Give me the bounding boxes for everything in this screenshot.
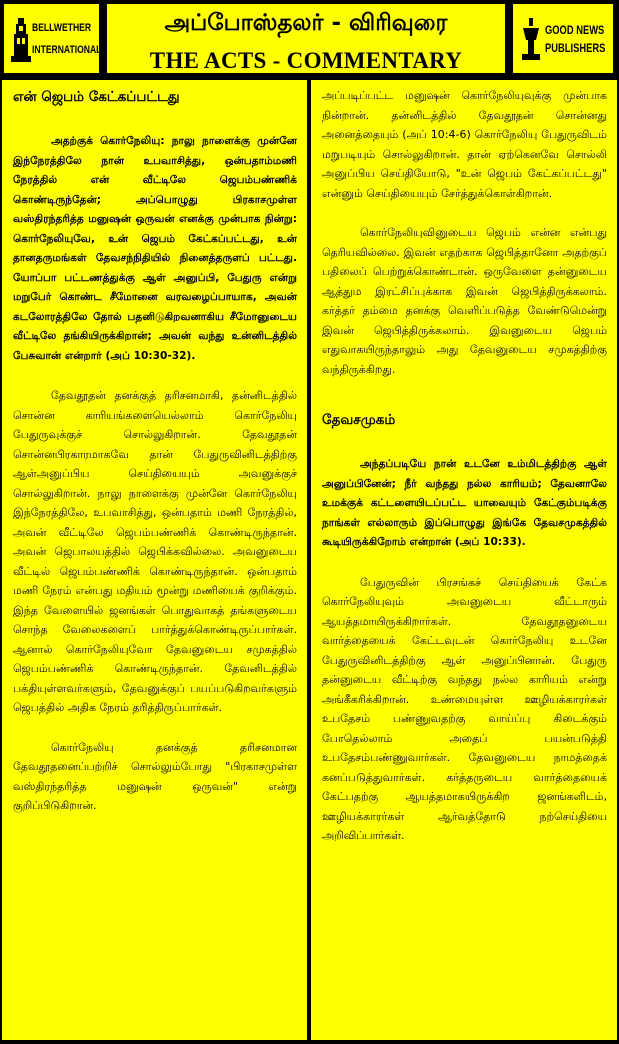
- commentary-paragraph: தேவதூதன் தனக்குத் தரிசனமாகி, தன்னிடத்தில் சொன்ன காரியங்களையெல்லாம் கொர்நேலியு பேதுருவுக்குச் சொல்லுகிறான். தேவதூதன் சொன்னபிரகாரமாகவே தான் பேதுருவினிடத்திற்கு ஆள்அனுப்பிய செய்தியையும் அவனுக்குச் சொல்லுகிறான். நாலு நாளைக்கு முன்னே கொர்நேலியு இந்நேரத்திலே, உபவாசித்து, ஒன்பதாம் மணி நேரத்தில், அவன் வீட்டிலே ஜெபம்பண்ணிக் கொண்டிருந்தான். அவன் ஜெபாலயத்தில் ஜெபிக்கவில்லை. அவனுடைய வீட்டில் ஜெபம்பண்ணிக் கொண்டிருந்தான். ஒன்பதாம் மணி நேரம் என்பது மதியம் மூன்று மணியைக் குறிக்கும். இந்த வேளையில் ஜனங்கள் பொதுவாகத் தங்களுடைய சொந்த வேலைகளைப் பார்த்துக்கொண்டிருப்பார்கள். ஆனால் கொர்நேலியுவோ தேவனுடைய சமுகத்தில் ஜெபம்பண்ணிக் கொண்டிருந்தான். தேவனிடத்தில் பக்தியுள்ளவர்களும், தேவனுக்குப் பயப்படுகிறவர்களும் ஜெபத்தில் அதிக நேரம் தரித்திருப்பார்கள்.: [13, 389, 297, 714]
- logo-left-line2: INTERNATIONAL: [32, 44, 102, 56]
- title-english: THE ACTS - COMMENTARY: [149, 48, 463, 73]
- commentary-paragraph: அப்படிப்பட்ட மனுஷன் கொர்நேலியுவுக்கு முன்பாக நின்றான். தன்னிடத்தில் தேவதூதன் சொன்னது அனைத்தையும் (அப் 10:4-6) கொர்நேலியு பேதுருவிடம் மறுபடியும் சொல்லுகிறான். தான் ஏற்கெனவே சொல்லி அனுப்பிய செய்தியோடு, "உன் ஜெபம் கேட்கப்பட்டது" என்னும் செய்தியையும் சேர்த்துக்கொள்கிறான்.: [322, 89, 607, 200]
- title-box: [105, 2, 507, 75]
- title-tamil: அப்போஸ்தலர் - விரிவுரை: [164, 10, 448, 36]
- section-heading-gods-presence: தேவசமுகம்: [322, 412, 396, 428]
- good-news-logo: [511, 2, 615, 75]
- commentary-paragraph: கொர்நேலியு தனக்குத் தரிசனமான தேவதூதனைப்பற்றிச் சொல்லும்போது "பிரகாசமுள்ள வஸ்திரந்தரித்த மனுஷன் ஒருவன்" என்று குறிப்பிடுகிறான்.: [13, 740, 297, 812]
- bellwether-logo: [2, 2, 101, 75]
- scripture-quote-acts-10-30: அதற்குக் கொர்நேலியு: நாலு நாளைக்கு முன்னே இந்நேரத்திலே நான் உபவாசித்து, ஒன்பதாம்மணி நேரத்தில் என் வீட்டிலே ஜெபம்பண்ணிக் கொண்டிருந்தேன்; அப்பொழுது பிரகாசமுள்ள வஸ்திரந்தரித்த மனுஷன் ஒருவன் எனக்கு முன்பாக நின்று: கொர்நேலியுவே, உன் ஜெபம் கேட்கப்பட்டது, உன் தானதருமங்கள் தேவசந்நிதியில் நினைத்தருளப் பட்டது. யோப்பா பட்டணத்துக்கு ஆள் அனுப்பி, பேதுரு என்று மறுபேர் கொண்ட சீமோனை வரவழைப்பாயாக, அவன் கடலோரத்திலே தோல் பதனிடுகிறவனாகிய சீமோனுடைய வீட்டிலே தங்கியிருக்கிறான்; அவன் வந்து உன்னிடத்தில் பேசுவான் என்றார் (அப் 10:30-32).: [13, 135, 297, 362]
- page-header: [0, 0, 619, 78]
- commentary-paragraph: பேதுருவின் பிரசங்கச் செய்தியைக் கேட்க கொர்நேலியுவும் அவனுடைய வீட்டாரும் ஆயத்தமாயிருக்கிறார்கள். தேவதூதனுடைய வார்த்தையைக் கேட்டவுடன் கொர்நேலியு உடனே பேதுருவினிடத்திற்கு ஆள் அனுப்பினான். பேதுரு தன்னுடைய வீட்டிற்கு வந்தது நல்ல காரியம் என்று அங்கீகரிக்கிறான். உண்மையுள்ள ஊழியக்காரர்கள் உபதேசம் பண்ணுவதற்கு வாய்ப்பு கிடைக்கும் போதெல்லாம் அதைப் பயன்படுத்தி உபதேசம்பண்ணுவார்கள். தேவனுடைய நாமத்தைக் கனப்படுத்துவார்கள். கர்த்தருடைய வார்த்தையைக் கேட்பதற்கு ஆயத்தமாகயிருக்கிற ஜனங்களிடம், ஊழியக்காரர்கள் ஆர்வத்தோடு நற்செய்தியை அறிவிப்பார்கள்.: [322, 575, 607, 842]
- left-column: [2, 80, 307, 1040]
- commentary-paragraph: கொர்நேலியுவினுடைய ஜெபம் என்ன என்பது தெரியவில்லை. இவன் எதற்காக ஜெபித்தானோ அதற்குப் பதிலைப் பெற்றுக்கொண்டான். ஒருவேளை தன்னுடைய ஆத்தும இரட்சிப்புக்காக இவன் ஜெபித்திருக்கலாம். கர்த்தர் தம்மை தனக்கு வெளிப்படுத்த வேண்டுமென்று இவன் ஜெபித்திருக்கலாம். இவனுடைய ஜெபம் எதுவாகயிருந்தாலும் அது தேவனுடைய சமுகத்திற்கு வந்திருக்கிறது.: [322, 226, 607, 376]
- logo-right-line1: GOOD NEWS: [545, 23, 605, 37]
- logo-right-line2: PUBLISHERS: [545, 41, 606, 55]
- scripture-quote-acts-10-33: அந்தப்படியே நான் உடனே உம்மிடத்திற்கு ஆள் அனுப்பினேன்; நீர் வந்தது நல்ல காரியம்; தேவனாலே உமக்குக் கட்டளையிடப்பட்ட யாவையும் கேட்கும்படிக்கு நாங்கள் எல்லாரும் இப்பொழுது இங்கே தேவசமுகத்தில் கூடியிருக்கிறோம் என்றான் (அப் 10:33).: [322, 458, 607, 548]
- section-heading-prayer-heard: என் ஜெபம் கேட்கப்பட்டது: [13, 89, 180, 105]
- lamp-icon: [519, 18, 543, 64]
- logo-left-line1: BELLWETHER: [32, 22, 92, 34]
- bell-tower-icon: [10, 16, 32, 66]
- right-column: [311, 80, 617, 1040]
